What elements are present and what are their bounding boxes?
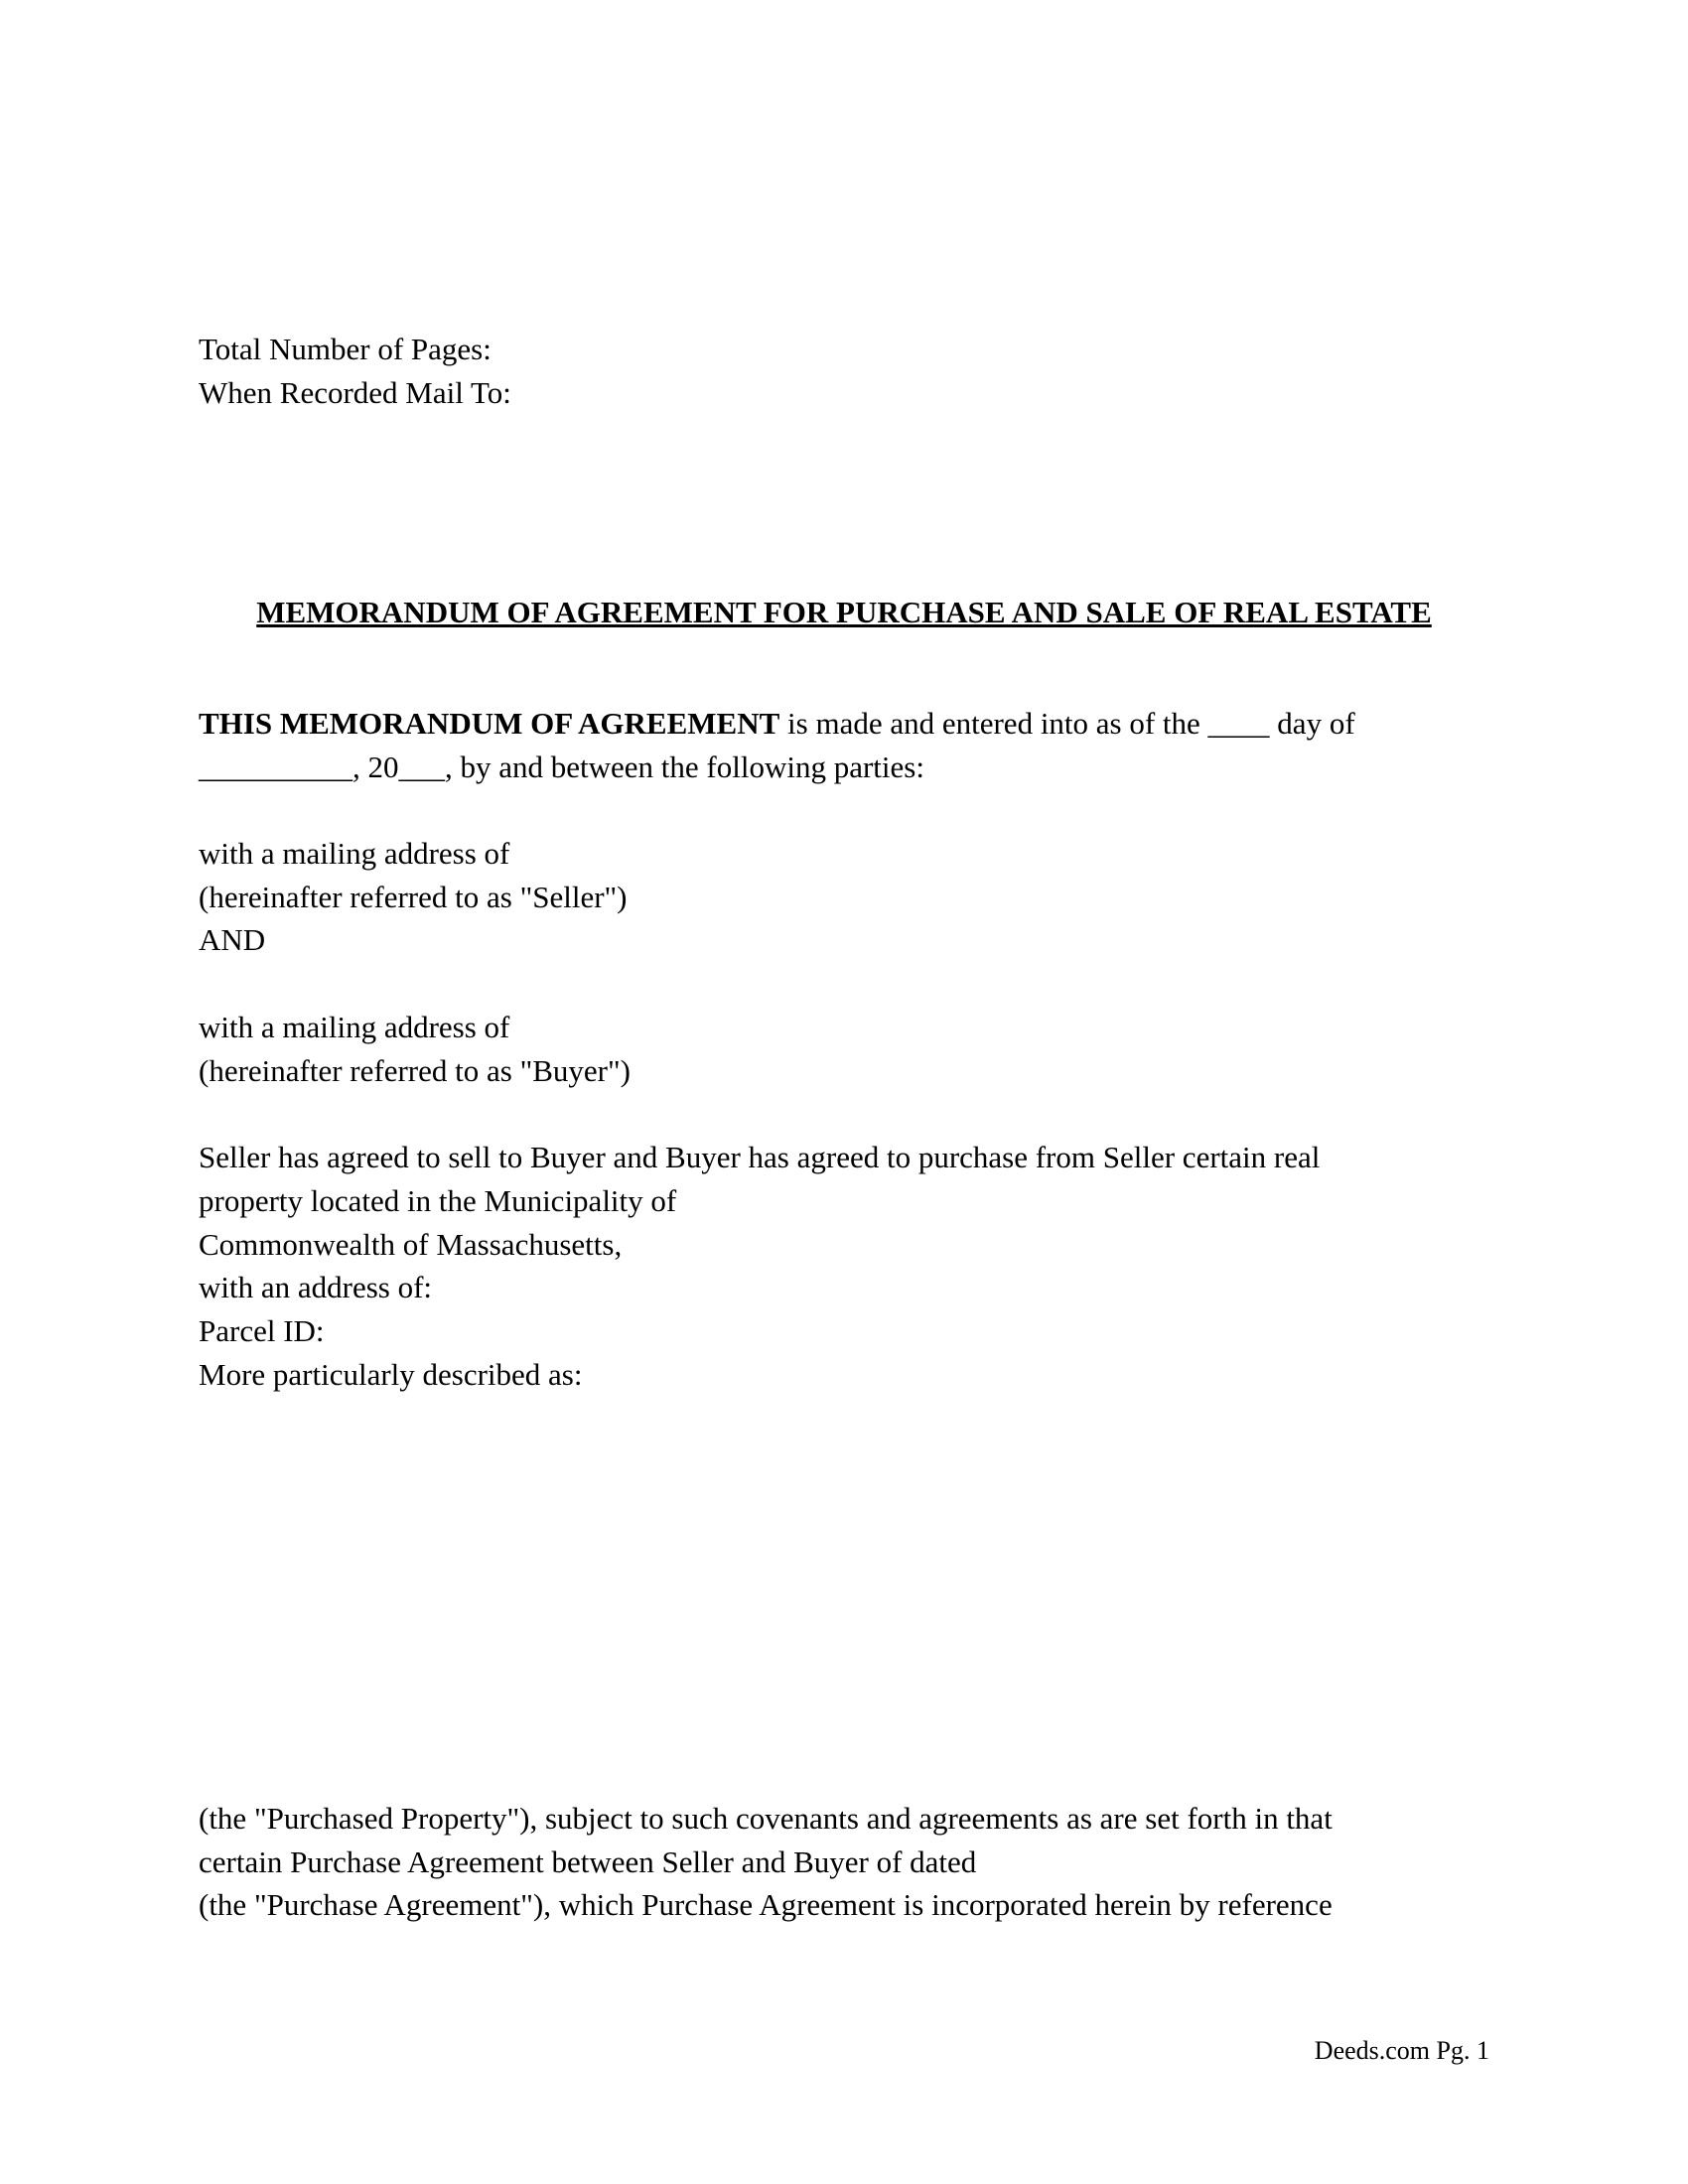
intro-line-1 (199, 708, 1355, 739)
property-line-1: Seller has agreed to sell to Buyer and Buyer has agreed to purchase from Seller certain real (199, 1140, 1321, 1174)
property-line-3: Commonwealth of Massachusetts, (199, 1227, 623, 1262)
page-footer: Deeds.com Pg. 1 (1314, 2036, 1489, 2065)
total-pages-label: Total Number of Pages: (199, 332, 492, 366)
buyer-referred-as: (hereinafter referred to as "Buyer") (199, 1053, 631, 1088)
seller-referred-as: (hereinafter referred to as "Seller") (199, 880, 628, 914)
property-line-4: with an address of: (199, 1270, 433, 1304)
intro-line-2: __________, 20___, by and between the following parties: (199, 750, 924, 784)
intro-line-1-rest: is made and entered into as of the ____ day of (779, 706, 1355, 741)
closing-line-1: (the "Purchased Property"), subject to such covenants and agreements as are set forth in that (199, 1801, 1333, 1836)
closing-line-2: certain Purchase Agreement between Seller and Buyer of dated (199, 1844, 977, 1879)
closing-line-3: (the "Purchase Agreement"), which Purchase Agreement is incorporated herein by reference (199, 1887, 1333, 1922)
buyer-address-label: with a mailing address of (199, 1010, 510, 1044)
and-separator: AND (199, 922, 266, 957)
document-title: MEMORANDUM OF AGREEMENT FOR PURCHASE AND SALE OF REAL ESTATE (256, 595, 1432, 629)
intro-bold-lead: THIS MEMORANDUM OF AGREEMENT (199, 706, 780, 741)
when-recorded-label: When Recorded Mail To: (199, 375, 511, 410)
seller-address-label: with a mailing address of (199, 836, 510, 871)
property-line-5: Parcel ID: (199, 1313, 325, 1348)
property-line-2: property located in the Municipality of (199, 1183, 677, 1218)
property-line-6: More particularly described as: (199, 1357, 583, 1392)
